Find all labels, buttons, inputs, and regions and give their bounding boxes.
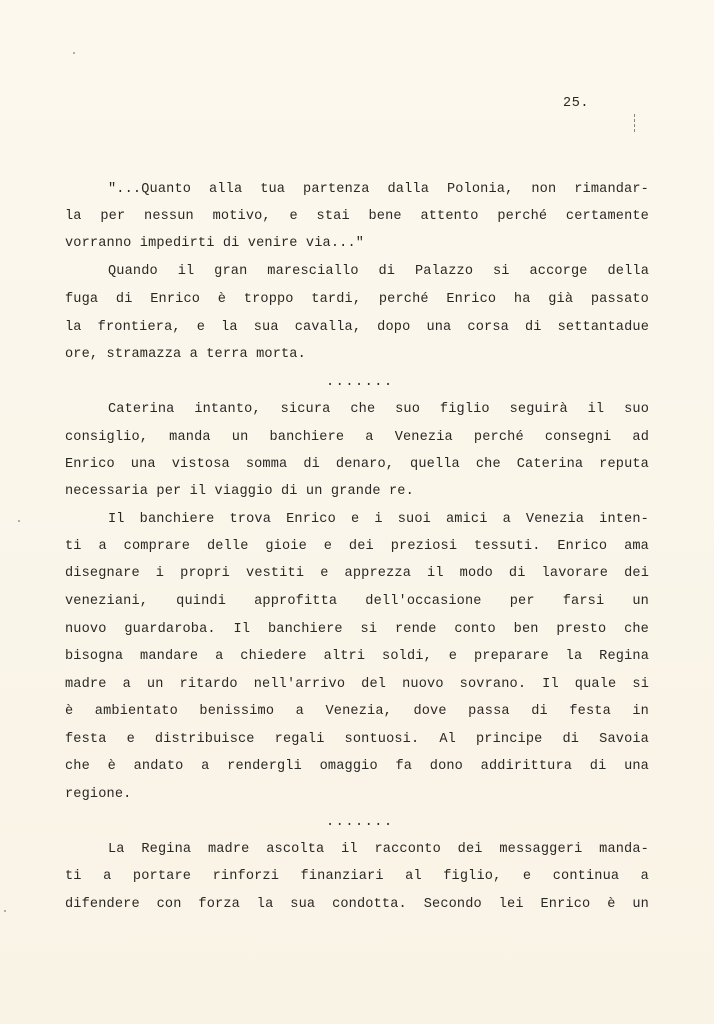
margin-mark bbox=[634, 114, 636, 132]
section-separator: ....... bbox=[326, 375, 394, 390]
text-line: nuovo guardaroba. Il banchiere si rende conto ben presto che bbox=[65, 622, 649, 637]
text-line: La Regina madre ascolta il racconto dei messaggeri manda- bbox=[108, 842, 649, 857]
page-number: 25. bbox=[563, 96, 590, 111]
text-line: ti a comprare delle gioie e dei preziosi tessuti. Enrico ama bbox=[65, 539, 649, 554]
text-line: Il banchiere trova Enrico e i suoi amici a Venezia inten- bbox=[108, 512, 649, 527]
text-line: ore, stramazza a terra morta. bbox=[65, 347, 306, 362]
text-line: festa e distribuisce regali sontuosi. Al principe di Savoia bbox=[65, 732, 649, 747]
text-line: è ambientato benissimo a Venezia, dove passa di festa in bbox=[65, 704, 649, 719]
text-line: Enrico una vistosa somma di denaro, quella che Caterina reputa bbox=[65, 457, 649, 472]
text-line: che è andato a rendergli omaggio fa dono addirittura di una bbox=[65, 759, 649, 774]
text-line: "...Quanto alla tua partenza dalla Polonia, non rimandar- bbox=[108, 182, 649, 197]
text-line: necessaria per il viaggio di un grande re. bbox=[65, 484, 414, 499]
section-separator: ....... bbox=[326, 815, 394, 830]
text-line: veneziani, quindi approfitta dell'occasione per farsi un bbox=[65, 594, 649, 609]
text-line: disegnare i propri vestiti e apprezza il modo di lavorare dei bbox=[65, 566, 649, 581]
text-line: consiglio, manda un banchiere a Venezia perché consegni ad bbox=[65, 430, 649, 445]
text-line: la frontiera, e la sua cavalla, dopo una corsa di settantadue bbox=[65, 320, 649, 335]
text-line: difendere con forza la sua condotta. Secondo lei Enrico è un bbox=[65, 897, 649, 912]
text-line: regione. bbox=[65, 787, 132, 802]
text-line: madre a un ritardo nell'arrivo del nuovo sovrano. Il quale si bbox=[65, 677, 649, 692]
text-line: Caterina intanto, sicura che suo figlio seguirà il suo bbox=[108, 402, 649, 417]
text-line: vorranno impedirti di venire via..." bbox=[65, 236, 365, 251]
paper-speck bbox=[4, 910, 6, 912]
text-line: Quando il gran maresciallo di Palazzo si accorge della bbox=[108, 264, 649, 279]
paper-speck bbox=[73, 52, 75, 54]
text-line: ti a portare rinforzi finanziari al figlio, e continua a bbox=[65, 869, 649, 884]
paper-speck bbox=[18, 520, 20, 522]
text-line: fuga di Enrico è troppo tardi, perché Enrico ha già passato bbox=[65, 292, 649, 307]
text-line: la per nessun motivo, e stai bene attento perché certamente bbox=[65, 209, 649, 224]
text-line: bisogna mandare a chiedere altri soldi, e preparare la Regina bbox=[65, 649, 649, 664]
